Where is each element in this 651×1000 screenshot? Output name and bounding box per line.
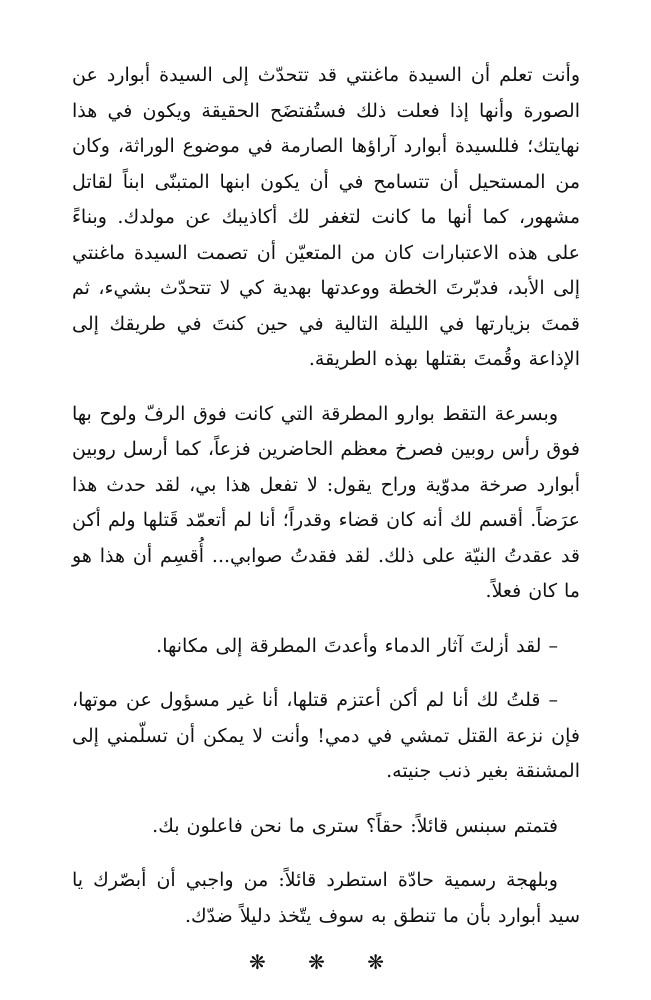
section-break-ornament-icon: ❋ ❋ ❋ [249, 950, 402, 974]
paragraph-1: وأنت تعلم أن السيدة ماغنتي قد تتحدّث إلى السيدة أبوارد عن الصورة وأنها إذا فعلت ذلك فستُفتضَح الحقيقة ويكون في هذا نهايتك؛ فللسيدة أبوارد آراؤها الصارمة في موضوع الوراثة، وكان من المستحيل أن تتسامح في أن يكون ابنها المتبنّى ابناً لقاتل مشهور، كما أنها ما كانت لتغفر لك أكاذيبك عن مولدك. وبناءً على هذه الاعتبارات كان من المتعيّن أن تصمت السيدة ماغنتي إلى الأبد، فدبّرتَ الخطة ووعدتها بهدية كي لا تتحدّث بشيء، ثم قمتَ بزيارتها في الليلة التالية في حين كنتَ في طريقك إلى الإذاعة وقُمتَ بقتلها بهذه الطريقة. [72, 64, 580, 370]
document-page [72, 58, 580, 953]
paragraph-6: وبلهجة رسمية حادّة استطرد قائلاً: من واجبي أن أبصّرك يا سيد أبوارد بأن ما تنطق به سوف يتّخذ دليلاً ضدّك. [72, 869, 580, 927]
paragraph-4: – قلتُ لك أنا لم أكن أعتزم قتلها، أنا غير مسؤول عن موتها، فإن نزعة القتل تمشي في دمي! وأنت لا يمكن أن تسلّمني إلى المشنقة بغير ذنب جنيته. [72, 689, 580, 782]
paragraph-3: – لقد أزلتَ آثار الدماء وأعدتَ المطرقة إلى مكانها. [156, 634, 558, 657]
paragraph-2: وبسرعة التقط بوارو المطرقة التي كانت فوق الرفّ ولوح بها فوق رأس روبين فصرخ معظم الحاضرين فزعاً، كما أرسل روبين أبوارد صرخة مدوّية وراح يقول: لا تفعل هذا بي، لقد حدث هذا عرَضاً. أقسم لك أنه كان قضاء وقدراً؛ أنا لم أتعمّد قَتلها ولم أكن قد عقدتُ النيّة على ذلك. لقد فقدتُ صوابي... أُقسِم أن هذا هو ما كان فعلاً. [72, 402, 580, 602]
paragraph-5: فتمتم سبنس قائلاً: حقاً؟ سترى ما نحن فاعلون بك. [152, 814, 558, 837]
